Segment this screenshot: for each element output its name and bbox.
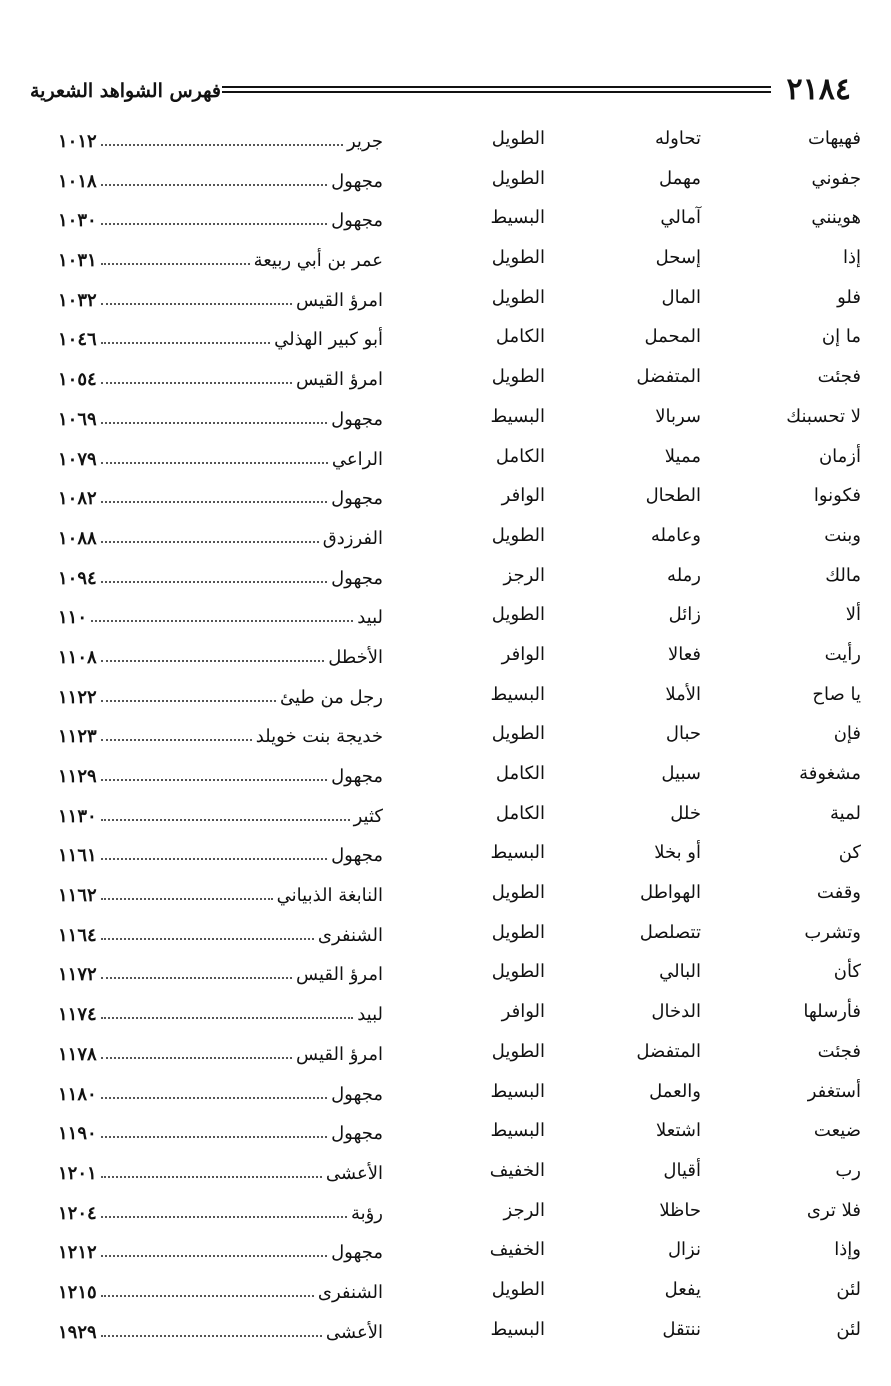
leader-dots bbox=[101, 382, 292, 384]
page-reference: ١١٠٨ bbox=[58, 646, 97, 668]
rhyme-word: اشتعلا bbox=[656, 1120, 701, 1142]
meter: الطويل bbox=[491, 366, 545, 388]
page-reference: ١٠٧٩ bbox=[58, 448, 97, 470]
table-row bbox=[0, 713, 891, 753]
poet-name: امرؤ القيس bbox=[296, 369, 383, 391]
poet-name: عمر بن أبي ربيعة bbox=[253, 250, 383, 272]
leader-dots bbox=[101, 462, 328, 464]
page-reference: ١٠٨٨ bbox=[58, 527, 97, 549]
table-row bbox=[0, 1071, 891, 1111]
poet-page-group bbox=[58, 1239, 383, 1263]
poet-page-group bbox=[58, 1319, 383, 1343]
rhyme-word: مهمل bbox=[659, 167, 701, 189]
meter: الوافر bbox=[501, 485, 545, 507]
poet-page-group bbox=[58, 604, 383, 628]
page-reference: ١٢١٥ bbox=[58, 1281, 97, 1303]
page-reference: ١١٣٠ bbox=[58, 805, 97, 827]
first-word: فكونوا bbox=[813, 485, 861, 507]
poet-page-group bbox=[58, 128, 383, 152]
poet-page-group bbox=[58, 644, 383, 668]
poet-page-group bbox=[58, 1200, 383, 1224]
page-reference: ١٢٠٤ bbox=[58, 1202, 97, 1224]
rhyme-word: ننتقل bbox=[662, 1318, 701, 1340]
page-reference: ١١٧٤ bbox=[58, 1004, 97, 1026]
page-number: ٢١٨٤ bbox=[786, 72, 851, 107]
leader-dots bbox=[101, 660, 325, 662]
page-title: فهرس الشواهد الشعرية bbox=[30, 80, 221, 102]
first-word: وقفت bbox=[816, 882, 861, 904]
poet-name: أبو كبير الهذلي bbox=[274, 329, 383, 351]
first-word: فأرسلها bbox=[803, 1001, 861, 1023]
leader-dots bbox=[101, 581, 327, 583]
page-reference: ١٠٨٢ bbox=[58, 488, 97, 510]
leader-dots bbox=[101, 223, 327, 225]
poet-name: مجهول bbox=[331, 210, 383, 232]
page-header bbox=[30, 72, 851, 112]
first-word: وإذا bbox=[834, 1239, 861, 1261]
poet-name: امرؤ القيس bbox=[296, 964, 383, 986]
table-row bbox=[0, 912, 891, 952]
rhyme-word: خلل bbox=[670, 802, 701, 824]
meter: الطويل bbox=[491, 1040, 545, 1062]
rhyme-word: مميلا bbox=[664, 445, 701, 467]
meter: الوافر bbox=[501, 1001, 545, 1023]
meter: الكامل bbox=[495, 763, 545, 784]
meter: الطويل bbox=[491, 286, 545, 308]
first-word: فجئت bbox=[817, 366, 861, 388]
leader-dots bbox=[101, 779, 327, 781]
poet-page-group bbox=[58, 1279, 383, 1303]
meter: الطويل bbox=[491, 723, 545, 745]
meter: الطويل bbox=[491, 882, 545, 904]
poet-name: مجهول bbox=[331, 845, 383, 867]
page-reference: ١٠٣٢ bbox=[58, 289, 97, 311]
poet-name: مجهول bbox=[331, 567, 383, 589]
poet-page-group bbox=[58, 326, 383, 350]
poet-name: الشنفرى bbox=[317, 924, 383, 946]
first-word: كأن bbox=[833, 961, 861, 983]
table-row bbox=[0, 356, 891, 396]
poet-page-group bbox=[58, 1001, 383, 1025]
table-row bbox=[0, 237, 891, 277]
poet-page-group bbox=[58, 446, 383, 470]
leader-dots bbox=[101, 1017, 354, 1019]
poet-name: النابغة الذبياني bbox=[276, 885, 383, 907]
poet-page-group bbox=[58, 803, 383, 827]
first-word: فإن bbox=[833, 723, 861, 745]
rhyme-word: الأملا bbox=[665, 683, 701, 705]
meter: الطويل bbox=[491, 604, 545, 626]
page-reference: ١٢٠١ bbox=[58, 1162, 97, 1184]
page-reference: ١٠١٢ bbox=[58, 131, 97, 152]
meter: الكامل bbox=[495, 326, 545, 348]
first-word: مالك bbox=[825, 564, 861, 586]
poet-page-group bbox=[58, 207, 383, 231]
meter: الكامل bbox=[495, 802, 545, 824]
table-row bbox=[0, 118, 891, 158]
table-row bbox=[0, 594, 891, 634]
meter: الرجز bbox=[503, 1199, 545, 1221]
leader-dots bbox=[101, 1097, 327, 1099]
rhyme-word: المتفضل bbox=[636, 1040, 701, 1062]
rhyme-word: آمالي bbox=[660, 207, 701, 229]
page-reference: ١٠٤٦ bbox=[58, 329, 97, 351]
rhyme-word: رمله bbox=[667, 564, 701, 586]
meter: البسيط bbox=[490, 405, 545, 427]
meter: الطويل bbox=[491, 961, 545, 983]
page-reference: ١٠١٨ bbox=[58, 170, 97, 192]
poet-name: الأعشى bbox=[325, 1162, 383, 1184]
table-row bbox=[0, 1269, 891, 1309]
page-reference: ١١٦٤ bbox=[58, 924, 97, 946]
table-row bbox=[0, 1309, 891, 1349]
poet-page-group bbox=[58, 1041, 383, 1065]
first-word: لئن bbox=[836, 1278, 861, 1300]
first-word: لمية bbox=[830, 802, 861, 824]
poet-name: كثير bbox=[353, 805, 383, 827]
poet-name: مجهول bbox=[331, 1242, 383, 1264]
page-reference: ١٢١٢ bbox=[58, 1242, 97, 1264]
leader-dots bbox=[101, 541, 319, 543]
rhyme-word: والعمل bbox=[649, 1080, 701, 1102]
first-word: لئن bbox=[836, 1318, 861, 1340]
table-row bbox=[0, 475, 891, 515]
leader-dots bbox=[101, 1335, 322, 1337]
leader-dots bbox=[101, 1295, 314, 1297]
page-reference: ١٠٦٩ bbox=[58, 408, 97, 430]
poet-page-group bbox=[58, 1120, 383, 1144]
first-word: فلا ترى bbox=[806, 1199, 861, 1221]
poet-name: مجهول bbox=[331, 1083, 383, 1105]
meter: البسيط bbox=[490, 1120, 545, 1142]
poet-name: مجهول bbox=[331, 766, 383, 787]
table-row bbox=[0, 991, 891, 1031]
first-word: فهيهات bbox=[807, 128, 861, 149]
leader-dots bbox=[101, 977, 292, 979]
poet-page-group bbox=[58, 525, 383, 549]
meter: البسيط bbox=[490, 683, 545, 705]
leader-dots bbox=[101, 184, 327, 186]
poet-name: رجل من طيئ bbox=[280, 686, 383, 708]
poet-name: الأعشى bbox=[325, 1321, 383, 1343]
first-word: أزمان bbox=[818, 445, 861, 467]
leader-dots bbox=[91, 620, 353, 622]
rhyme-word: فعالا bbox=[667, 643, 701, 665]
poet-page-group bbox=[58, 287, 383, 311]
poet-name: امرؤ القيس bbox=[296, 289, 383, 311]
meter: الطويل bbox=[491, 167, 545, 189]
table-row bbox=[0, 1190, 891, 1230]
meter: البسيط bbox=[490, 1080, 545, 1102]
page-reference: ١٩٢٩ bbox=[58, 1321, 97, 1343]
poet-name: امرؤ القيس bbox=[296, 1043, 383, 1065]
first-word: لا تحسبنك bbox=[786, 405, 861, 427]
leader-dots bbox=[101, 1057, 292, 1059]
rhyme-word: تحاوله bbox=[655, 128, 701, 149]
table-row bbox=[0, 396, 891, 436]
table-row bbox=[0, 634, 891, 674]
page-reference: ١١٢٢ bbox=[58, 686, 97, 708]
first-word: أستغفر bbox=[807, 1080, 861, 1102]
rhyme-word: الهواطل bbox=[639, 882, 701, 904]
meter: الطويل bbox=[491, 128, 545, 149]
leader-dots bbox=[101, 501, 327, 503]
rhyme-word: وعامله bbox=[650, 524, 701, 546]
meter: الطويل bbox=[491, 247, 545, 269]
poet-name: مجهول bbox=[331, 170, 383, 192]
table-row bbox=[0, 1229, 891, 1269]
rhyme-word: المال bbox=[661, 286, 701, 308]
leader-dots bbox=[101, 858, 327, 860]
first-word: هوينني bbox=[811, 207, 861, 229]
meter: الرجز bbox=[503, 564, 545, 586]
leader-dots bbox=[101, 1216, 347, 1218]
first-word: وتشرب bbox=[804, 921, 861, 943]
meter: الطويل bbox=[491, 1278, 545, 1300]
poet-page-group bbox=[58, 485, 383, 509]
rhyme-word: نزال bbox=[667, 1239, 701, 1261]
index-table bbox=[0, 118, 891, 1348]
first-word: يا صاح bbox=[812, 683, 861, 705]
poet-name: جرير bbox=[347, 131, 383, 152]
poet-name: مجهول bbox=[331, 408, 383, 430]
rhyme-word: زائل bbox=[668, 604, 701, 626]
table-row bbox=[0, 793, 891, 833]
poet-name: مجهول bbox=[331, 488, 383, 510]
poet-page-group bbox=[58, 842, 383, 866]
rhyme-word: المحمل bbox=[644, 326, 701, 348]
leader-dots bbox=[101, 938, 314, 940]
rhyme-word: المتفضل bbox=[636, 366, 701, 388]
rhyme-word: سبيل bbox=[661, 763, 701, 784]
poet-page-group bbox=[58, 1160, 383, 1184]
page-reference: ١٠٣١ bbox=[58, 250, 97, 272]
page-reference: ١١٨٠ bbox=[58, 1083, 97, 1105]
table-row bbox=[0, 1031, 891, 1071]
meter: البسيط bbox=[490, 842, 545, 864]
leader-dots bbox=[101, 422, 327, 424]
poet-name: الفرزدق bbox=[322, 527, 383, 549]
leader-dots bbox=[101, 303, 292, 305]
rhyme-word: يفعل bbox=[664, 1278, 701, 1300]
table-row bbox=[0, 158, 891, 198]
first-word: كن bbox=[838, 842, 861, 864]
table-row bbox=[0, 555, 891, 595]
meter: البسيط bbox=[490, 1318, 545, 1340]
poet-page-group bbox=[58, 565, 383, 589]
poet-page-group bbox=[58, 961, 383, 985]
table-row bbox=[0, 832, 891, 872]
poet-page-group bbox=[58, 763, 383, 787]
rhyme-word: الطحال bbox=[645, 485, 701, 507]
poet-name: مجهول bbox=[331, 1123, 383, 1145]
poet-name: خديجة بنت خويلد bbox=[255, 726, 383, 748]
page-reference: ١١٧٨ bbox=[58, 1043, 97, 1065]
poet-name: الأخطل bbox=[328, 646, 383, 668]
leader-dots bbox=[101, 1136, 327, 1138]
rhyme-word: أقيال bbox=[663, 1159, 701, 1181]
poet-page-group bbox=[58, 684, 383, 708]
first-word: رأيت bbox=[824, 643, 861, 665]
first-word: ضيعت bbox=[813, 1120, 861, 1142]
table-row bbox=[0, 1150, 891, 1190]
poet-name: الراعي bbox=[331, 448, 383, 470]
leader-dots bbox=[101, 898, 273, 900]
poet-page-group bbox=[58, 723, 383, 747]
page-reference: ١٠٩٤ bbox=[58, 567, 97, 589]
first-word: ما إن bbox=[821, 326, 861, 348]
first-word: فجئت bbox=[817, 1040, 861, 1062]
poet-name: لبيد bbox=[357, 1004, 383, 1026]
table-row bbox=[0, 316, 891, 356]
table-row bbox=[0, 436, 891, 476]
poet-page-group bbox=[58, 168, 383, 192]
poet-name: لبيد bbox=[357, 607, 383, 629]
leader-dots bbox=[101, 700, 276, 702]
meter: الكامل bbox=[495, 445, 545, 467]
poet-page-group bbox=[58, 922, 383, 946]
leader-dots bbox=[101, 342, 270, 344]
rhyme-word: الدخال bbox=[651, 1001, 701, 1023]
page-reference: ١٠٣٠ bbox=[58, 210, 97, 232]
page-reference: ١١٦١ bbox=[58, 845, 97, 867]
rhyme-word: حاظلا bbox=[659, 1199, 701, 1221]
table-row bbox=[0, 515, 891, 555]
rhyme-word: إسحل bbox=[655, 247, 701, 269]
leader-dots bbox=[101, 1255, 327, 1257]
first-word: مشغوفة bbox=[799, 763, 861, 784]
rhyme-word: أو بخلا bbox=[654, 842, 701, 864]
rhyme-word: سربالا bbox=[655, 405, 701, 427]
page-reference: ١١٢٣ bbox=[58, 726, 97, 748]
leader-dots bbox=[101, 819, 350, 821]
page-reference: ١١٦٢ bbox=[58, 885, 97, 907]
rhyme-word: تتصلصل bbox=[639, 921, 701, 943]
meter: الخفيف bbox=[489, 1159, 545, 1181]
poet-page-group bbox=[58, 247, 383, 271]
meter: البسيط bbox=[490, 207, 545, 229]
table-row bbox=[0, 753, 891, 793]
header-rule bbox=[222, 86, 771, 93]
leader-dots bbox=[101, 263, 250, 265]
meter: الوافر bbox=[501, 643, 545, 665]
table-row bbox=[0, 277, 891, 317]
poet-page-group bbox=[58, 1081, 383, 1105]
meter: الطويل bbox=[491, 524, 545, 546]
poet-page-group bbox=[58, 882, 383, 906]
page-reference: ١١٠ bbox=[58, 607, 88, 629]
poet-name: الشنفرى bbox=[317, 1281, 383, 1303]
first-word: إذا bbox=[842, 247, 861, 269]
leader-dots bbox=[101, 739, 252, 741]
table-row bbox=[0, 674, 891, 714]
page-reference: ١٠٥٤ bbox=[58, 369, 97, 391]
first-word: فلو bbox=[837, 286, 861, 308]
poet-page-group bbox=[58, 366, 383, 390]
leader-dots bbox=[101, 1176, 322, 1178]
table-row bbox=[0, 872, 891, 912]
poet-page-group bbox=[58, 406, 383, 430]
meter: الخفيف bbox=[489, 1239, 545, 1261]
first-word: جفوني bbox=[811, 167, 861, 189]
first-word: ألا bbox=[845, 604, 861, 626]
table-row bbox=[0, 951, 891, 991]
rhyme-word: حبال bbox=[665, 723, 701, 745]
meter: الطويل bbox=[491, 921, 545, 943]
table-row bbox=[0, 1110, 891, 1150]
page-reference: ١١٧٢ bbox=[58, 964, 97, 986]
leader-dots bbox=[101, 144, 343, 146]
page-reference: ١١٩٠ bbox=[58, 1123, 97, 1145]
first-word: وبنت bbox=[824, 524, 861, 546]
first-word: رب bbox=[835, 1159, 861, 1181]
page-reference: ١١٢٩ bbox=[58, 766, 97, 787]
rhyme-word: البالي bbox=[659, 961, 701, 983]
table-row bbox=[0, 197, 891, 237]
poet-name: رؤبة bbox=[350, 1202, 383, 1224]
